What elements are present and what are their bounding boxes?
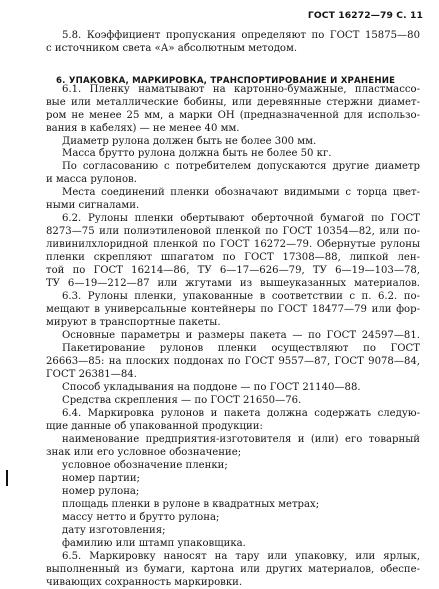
margin-mark [6, 470, 8, 486]
text-line: мируют в транспортные пакеты. [46, 317, 221, 328]
text-line: Средства скрепления — по ГОСТ 21650—76. [62, 395, 302, 406]
text-line: мещают в универсальные контейнеры по ГОСТ 18477—79 или фор- [46, 304, 420, 315]
text-line: условное обозначение пленки; [62, 460, 228, 471]
text-line: номер рулона; [62, 486, 140, 497]
text-line: чивающих сохранность маркировки. [46, 577, 243, 588]
text-line: вые или металлические бобины, или деревянные стержни диамет- [46, 97, 420, 108]
text-line: той по ГОСТ 16214—86, ТУ 6—17—626—79, ТУ 6—19—103—78, [46, 265, 420, 276]
text-line: и масса рулонов. [46, 174, 137, 185]
text-line: По согласованию с потребителем допускаются другие диаметр [62, 161, 420, 172]
text-line: ТУ 6—19—212—87 или жгутами из вышеуказанных материалов. [46, 278, 420, 289]
text-line: 6.4. Маркировка рулонов и пакета должна содержать следую- [62, 408, 420, 419]
text-line: площадь пленки в рулоне в квадратных метрах; [62, 499, 320, 510]
text-line: массу нетто и брутто рулона; [62, 512, 220, 523]
text-line: выполненный из бумаги, картона или других материалов, обеспе- [46, 564, 420, 575]
text-line: 8273—75 или полиэтиленовой пленкой по ГОСТ 10354—82, или по- [46, 226, 420, 237]
text-line: знак или его условное обозначение; [46, 447, 242, 458]
text-line: наименование предприятия-изготовителя и (или) его товарный [62, 434, 420, 445]
text-line: 6.3. Рулоны пленки, упакованные в соответствии с п. 6.2. по- [62, 291, 420, 302]
text-line: 6.5. Маркировку наносят на тару или упаковку, или ярлык, [62, 551, 420, 562]
text-line: 5.8. Коэффициент пропускания определяют по ГОСТ 15875—80 [62, 30, 420, 41]
page-header: ГОСТ 16272—79 С. 11 [307, 10, 423, 21]
text-line: номер партии; [62, 473, 140, 484]
text-line: Пакетирование рулонов пленки осуществляют по ГОСТ [62, 343, 420, 354]
text-line: Способ укладывания на поддоне — по ГОСТ 21140—88. [62, 382, 361, 393]
text-line: 6.2. Рулоны пленки обертывают оберточной бумагой по ГОСТ [62, 213, 420, 224]
text-line: пленки скрепляют шпагатом по ГОСТ 17308—88, липкой лен- [46, 252, 420, 263]
section-title: 6. УПАКОВКА, МАРКИРОВКА, ТРАНСПОРТИРОВАНИЕ И ХРАНЕНИЕ [56, 76, 396, 86]
text-line: Масса брутто рулона должна быть не более 50 кг. [62, 148, 332, 159]
text-line: дату изготовления; [62, 525, 166, 536]
text-line: Места соединений пленки обозначают видимыми с торца цвет- [62, 187, 420, 198]
text-line: ными сигналами. [46, 200, 140, 211]
text-line: щие данные об упакованной продукции: [46, 421, 263, 432]
text-line: 26663—85: на плоских поддонах по ГОСТ 9557—87, ГОСТ 9078—84, [46, 356, 420, 367]
text-line: Основные параметры и размеры пакета — по ГОСТ 24597—81. [62, 330, 420, 341]
text-line: Диаметр рулона должен быть не более 300 мм. [62, 136, 317, 147]
text-line: фамилию или штамп упаковщика. [62, 538, 246, 549]
text-line: ром не менее 25 мм, а марки ОН (предназначенной для использо- [46, 110, 420, 121]
text-line: ливинилхлоридной пленкой по ГОСТ 16272—79. Обернутые рулоны [46, 239, 420, 250]
text-line: 6.1. Пленку наматывают на картонно-бумажные, пластмассо- [62, 84, 420, 95]
text-line: вания в кабелях) — не менее 40 мм. [46, 123, 240, 134]
text-line: ГОСТ 26381—84. [46, 369, 137, 380]
text-line: с источником света «А» абсолютным методом. [46, 43, 298, 54]
